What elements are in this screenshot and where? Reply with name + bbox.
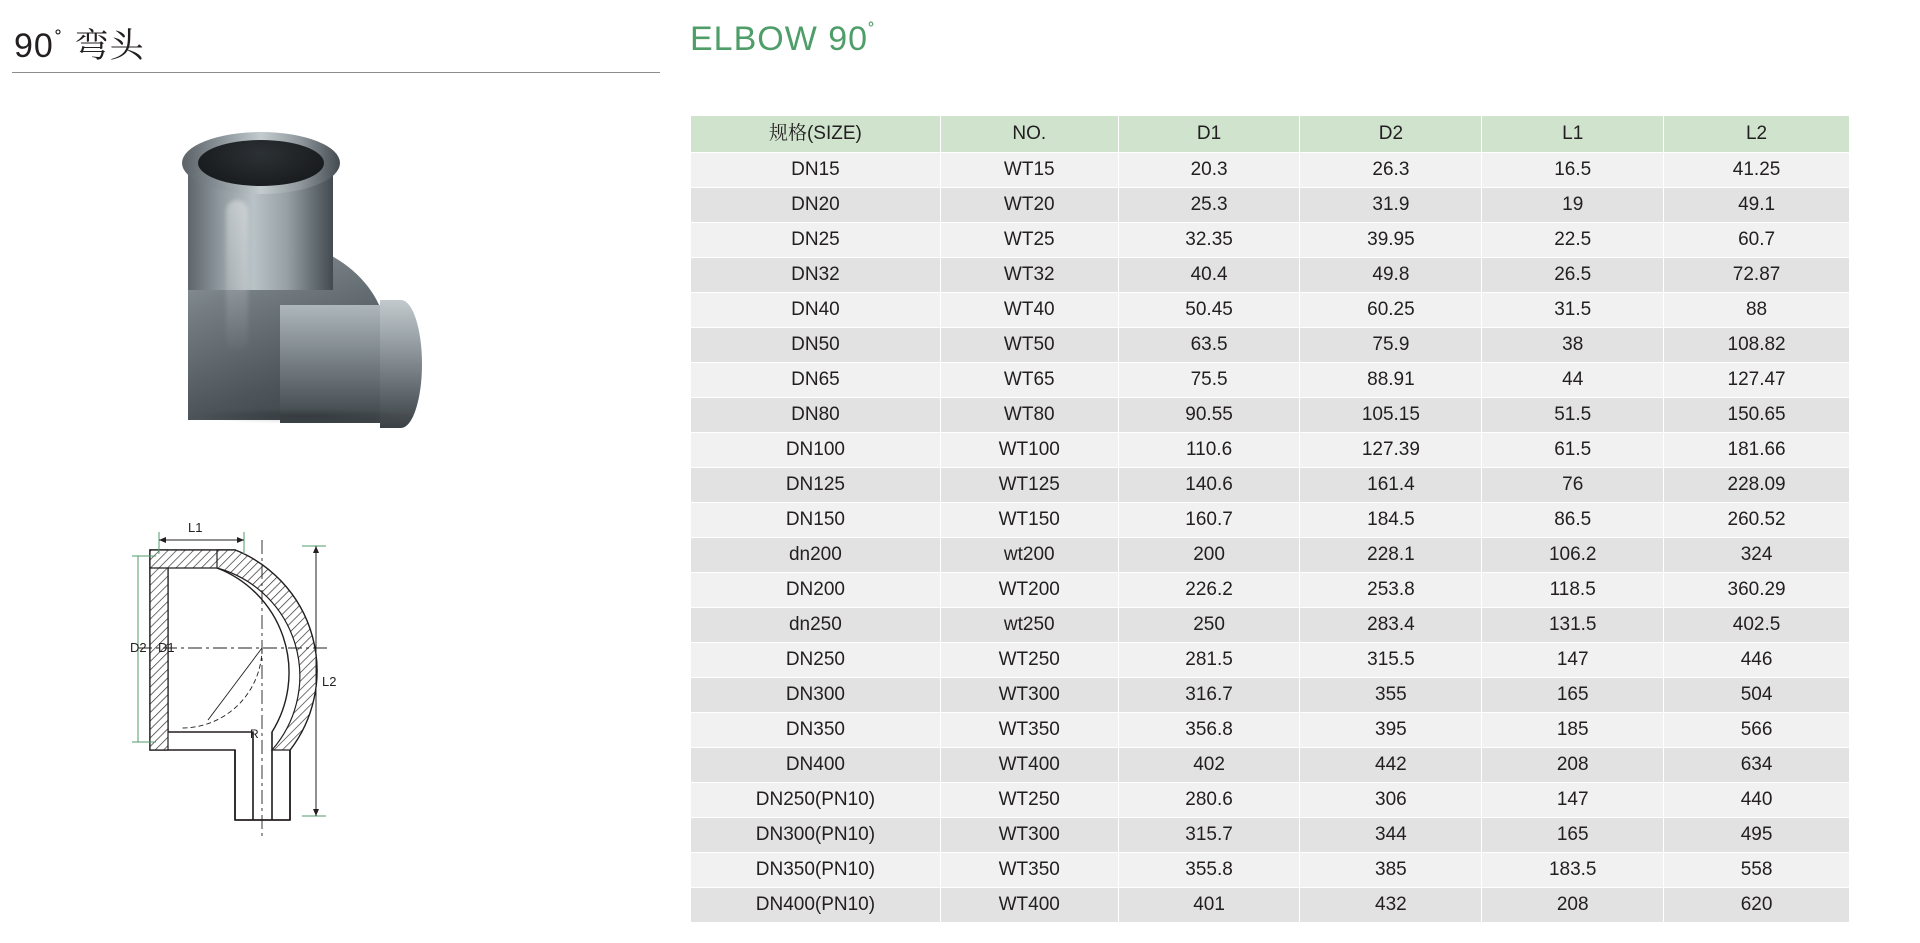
cell-l1: 31.5 xyxy=(1482,293,1664,328)
cell-no: WT40 xyxy=(940,293,1118,328)
table-row xyxy=(691,258,1850,293)
table-row xyxy=(691,503,1850,538)
cell-no: wt200 xyxy=(940,538,1118,573)
cell-d2: 306 xyxy=(1300,783,1482,818)
cell-l1: 19 xyxy=(1482,188,1664,223)
cell-d1: 281.5 xyxy=(1118,643,1300,678)
table-row xyxy=(691,433,1850,468)
cell-no: WT200 xyxy=(940,573,1118,608)
degree-symbol-en: ˚ xyxy=(868,21,876,43)
cell-d2: 127.39 xyxy=(1300,433,1482,468)
table-header xyxy=(691,116,1850,153)
cell-size: DN20 xyxy=(691,188,941,223)
cell-no: WT300 xyxy=(940,678,1118,713)
degree-symbol-cn: ˚ xyxy=(54,27,64,52)
table-row xyxy=(691,293,1850,328)
page-title-chinese-word: 弯头 xyxy=(64,27,145,65)
table-row xyxy=(691,328,1850,363)
cell-d2: 161.4 xyxy=(1300,468,1482,503)
cell-d2: 49.8 xyxy=(1300,258,1482,293)
cell-no: WT32 xyxy=(940,258,1118,293)
cell-no: WT25 xyxy=(940,223,1118,258)
cell-no: WT50 xyxy=(940,328,1118,363)
title-divider xyxy=(12,72,660,73)
svg-text:R: R xyxy=(250,727,259,741)
column-header-d1: D1 xyxy=(1118,116,1300,153)
cell-size: dn250 xyxy=(691,608,941,643)
cell-l2: 495 xyxy=(1664,818,1850,853)
table-row xyxy=(691,538,1850,573)
column-header-l2: L2 xyxy=(1664,116,1850,153)
cell-l1: 183.5 xyxy=(1482,853,1664,888)
cell-l1: 185 xyxy=(1482,713,1664,748)
photo-shadow xyxy=(190,408,420,424)
cell-l1: 165 xyxy=(1482,678,1664,713)
cell-l1: 131.5 xyxy=(1482,608,1664,643)
cell-no: WT250 xyxy=(940,643,1118,678)
cell-size: dn200 xyxy=(691,538,941,573)
table-row xyxy=(691,223,1850,258)
cell-no: wt250 xyxy=(940,608,1118,643)
cell-d1: 355.8 xyxy=(1118,853,1300,888)
cell-d1: 280.6 xyxy=(1118,783,1300,818)
cell-l2: 72.87 xyxy=(1664,258,1850,293)
cell-l2: 566 xyxy=(1664,713,1850,748)
cell-no: WT125 xyxy=(940,468,1118,503)
cell-size: DN300 xyxy=(691,678,941,713)
cell-size: DN32 xyxy=(691,258,941,293)
cell-no: WT100 xyxy=(940,433,1118,468)
cell-no: WT65 xyxy=(940,363,1118,398)
cell-no: WT250 xyxy=(940,783,1118,818)
cell-no: WT20 xyxy=(940,188,1118,223)
specification-table xyxy=(690,115,1850,923)
cell-l1: 118.5 xyxy=(1482,573,1664,608)
cell-l1: 51.5 xyxy=(1482,398,1664,433)
cell-l2: 440 xyxy=(1664,783,1850,818)
cell-l1: 147 xyxy=(1482,643,1664,678)
cell-d2: 442 xyxy=(1300,748,1482,783)
column-header-d2: D2 xyxy=(1300,116,1482,153)
table-row xyxy=(691,853,1850,888)
column-header-l1: L1 xyxy=(1482,116,1664,153)
cell-l2: 620 xyxy=(1664,888,1850,923)
cell-size: DN350 xyxy=(691,713,941,748)
cell-l2: 260.52 xyxy=(1664,503,1850,538)
page-title-english-text: ELBOW 90 xyxy=(690,20,869,58)
cell-l1: 38 xyxy=(1482,328,1664,363)
cell-d1: 200 xyxy=(1118,538,1300,573)
svg-text:D1: D1 xyxy=(158,640,175,655)
cell-l2: 446 xyxy=(1664,643,1850,678)
cell-d2: 315.5 xyxy=(1300,643,1482,678)
cell-size: DN150 xyxy=(691,503,941,538)
cell-l1: 86.5 xyxy=(1482,503,1664,538)
cell-d1: 315.7 xyxy=(1118,818,1300,853)
table-row xyxy=(691,363,1850,398)
cell-size: DN125 xyxy=(691,468,941,503)
cell-size: DN25 xyxy=(691,223,941,258)
cell-size: DN65 xyxy=(691,363,941,398)
cell-d1: 110.6 xyxy=(1118,433,1300,468)
page-title-english xyxy=(690,20,876,59)
technical-drawing xyxy=(130,520,550,850)
cell-d2: 60.25 xyxy=(1300,293,1482,328)
cell-no: WT400 xyxy=(940,888,1118,923)
cell-size: DN15 xyxy=(691,153,941,188)
cell-l2: 150.65 xyxy=(1664,398,1850,433)
cell-d1: 226.2 xyxy=(1118,573,1300,608)
table-row xyxy=(691,748,1850,783)
cell-l2: 558 xyxy=(1664,853,1850,888)
cell-d2: 432 xyxy=(1300,888,1482,923)
cell-l2: 49.1 xyxy=(1664,188,1850,223)
cell-d2: 283.4 xyxy=(1300,608,1482,643)
cell-size: DN200 xyxy=(691,573,941,608)
cell-no: WT350 xyxy=(940,853,1118,888)
elbow-top-socket-bore xyxy=(198,140,324,186)
cell-size: DN100 xyxy=(691,433,941,468)
cell-size: DN400(PN10) xyxy=(691,888,941,923)
cell-size: DN350(PN10) xyxy=(691,853,941,888)
cell-no: WT15 xyxy=(940,153,1118,188)
page-title-chinese-number: 90 xyxy=(14,27,54,65)
cell-l2: 360.29 xyxy=(1664,573,1850,608)
cell-l2: 228.09 xyxy=(1664,468,1850,503)
svg-text:D2: D2 xyxy=(130,640,147,655)
cell-d1: 140.6 xyxy=(1118,468,1300,503)
cell-d2: 355 xyxy=(1300,678,1482,713)
page-title-chinese xyxy=(14,18,145,67)
cell-d2: 39.95 xyxy=(1300,223,1482,258)
cell-size: DN300(PN10) xyxy=(691,818,941,853)
cell-d2: 184.5 xyxy=(1300,503,1482,538)
table-row xyxy=(691,783,1850,818)
cell-l2: 634 xyxy=(1664,748,1850,783)
cell-d1: 90.55 xyxy=(1118,398,1300,433)
cell-l2: 504 xyxy=(1664,678,1850,713)
cell-size: DN50 xyxy=(691,328,941,363)
cell-d1: 160.7 xyxy=(1118,503,1300,538)
cell-l2: 108.82 xyxy=(1664,328,1850,363)
cell-d1: 40.4 xyxy=(1118,258,1300,293)
svg-text:L1: L1 xyxy=(188,520,203,535)
right-column xyxy=(690,0,1920,943)
table-row xyxy=(691,153,1850,188)
cell-l1: 147 xyxy=(1482,783,1664,818)
cell-d2: 31.9 xyxy=(1300,188,1482,223)
cell-l2: 41.25 xyxy=(1664,153,1850,188)
cell-d1: 401 xyxy=(1118,888,1300,923)
cell-size: DN250 xyxy=(691,643,941,678)
cell-d1: 25.3 xyxy=(1118,188,1300,223)
cell-size: DN400 xyxy=(691,748,941,783)
cell-d1: 402 xyxy=(1118,748,1300,783)
cell-d2: 395 xyxy=(1300,713,1482,748)
table-row xyxy=(691,888,1850,923)
cell-d2: 344 xyxy=(1300,818,1482,853)
cell-d1: 250 xyxy=(1118,608,1300,643)
photo-highlight xyxy=(226,200,248,350)
svg-text:L2: L2 xyxy=(322,674,337,689)
cell-d1: 63.5 xyxy=(1118,328,1300,363)
cell-l2: 181.66 xyxy=(1664,433,1850,468)
cell-l2: 127.47 xyxy=(1664,363,1850,398)
cell-l1: 22.5 xyxy=(1482,223,1664,258)
cell-l1: 16.5 xyxy=(1482,153,1664,188)
cell-no: WT150 xyxy=(940,503,1118,538)
cell-no: WT400 xyxy=(940,748,1118,783)
cell-l2: 402.5 xyxy=(1664,608,1850,643)
cell-d2: 105.15 xyxy=(1300,398,1482,433)
cell-d1: 316.7 xyxy=(1118,678,1300,713)
table-row xyxy=(691,643,1850,678)
cell-no: WT80 xyxy=(940,398,1118,433)
cell-d1: 356.8 xyxy=(1118,713,1300,748)
left-column xyxy=(0,0,670,943)
table-row xyxy=(691,573,1850,608)
cell-size: DN80 xyxy=(691,398,941,433)
cell-d1: 50.45 xyxy=(1118,293,1300,328)
cell-d1: 32.35 xyxy=(1118,223,1300,258)
table-header-row xyxy=(691,116,1850,153)
cell-size: DN40 xyxy=(691,293,941,328)
column-header-no: NO. xyxy=(940,116,1118,153)
product-photo-elbow-90 xyxy=(130,140,460,415)
cell-d2: 75.9 xyxy=(1300,328,1482,363)
table-row xyxy=(691,188,1850,223)
cell-l1: 26.5 xyxy=(1482,258,1664,293)
cell-l1: 208 xyxy=(1482,748,1664,783)
column-header-size: 规格(SIZE) xyxy=(691,116,941,153)
cell-d2: 228.1 xyxy=(1300,538,1482,573)
cell-no: WT300 xyxy=(940,818,1118,853)
cell-l2: 324 xyxy=(1664,538,1850,573)
table-row xyxy=(691,398,1850,433)
cell-l2: 88 xyxy=(1664,293,1850,328)
cell-l1: 61.5 xyxy=(1482,433,1664,468)
cell-d2: 88.91 xyxy=(1300,363,1482,398)
cell-d1: 20.3 xyxy=(1118,153,1300,188)
cell-l1: 76 xyxy=(1482,468,1664,503)
cell-d2: 253.8 xyxy=(1300,573,1482,608)
cell-size: DN250(PN10) xyxy=(691,783,941,818)
cell-l1: 44 xyxy=(1482,363,1664,398)
table-row xyxy=(691,713,1850,748)
cell-l1: 165 xyxy=(1482,818,1664,853)
cell-d2: 385 xyxy=(1300,853,1482,888)
cell-l1: 106.2 xyxy=(1482,538,1664,573)
cell-d2: 26.3 xyxy=(1300,153,1482,188)
table-row xyxy=(691,818,1850,853)
table-row xyxy=(691,468,1850,503)
table-row xyxy=(691,608,1850,643)
cell-l2: 60.7 xyxy=(1664,223,1850,258)
cell-l1: 208 xyxy=(1482,888,1664,923)
cell-d1: 75.5 xyxy=(1118,363,1300,398)
table-row xyxy=(691,678,1850,713)
cell-no: WT350 xyxy=(940,713,1118,748)
table-body xyxy=(691,153,1850,923)
